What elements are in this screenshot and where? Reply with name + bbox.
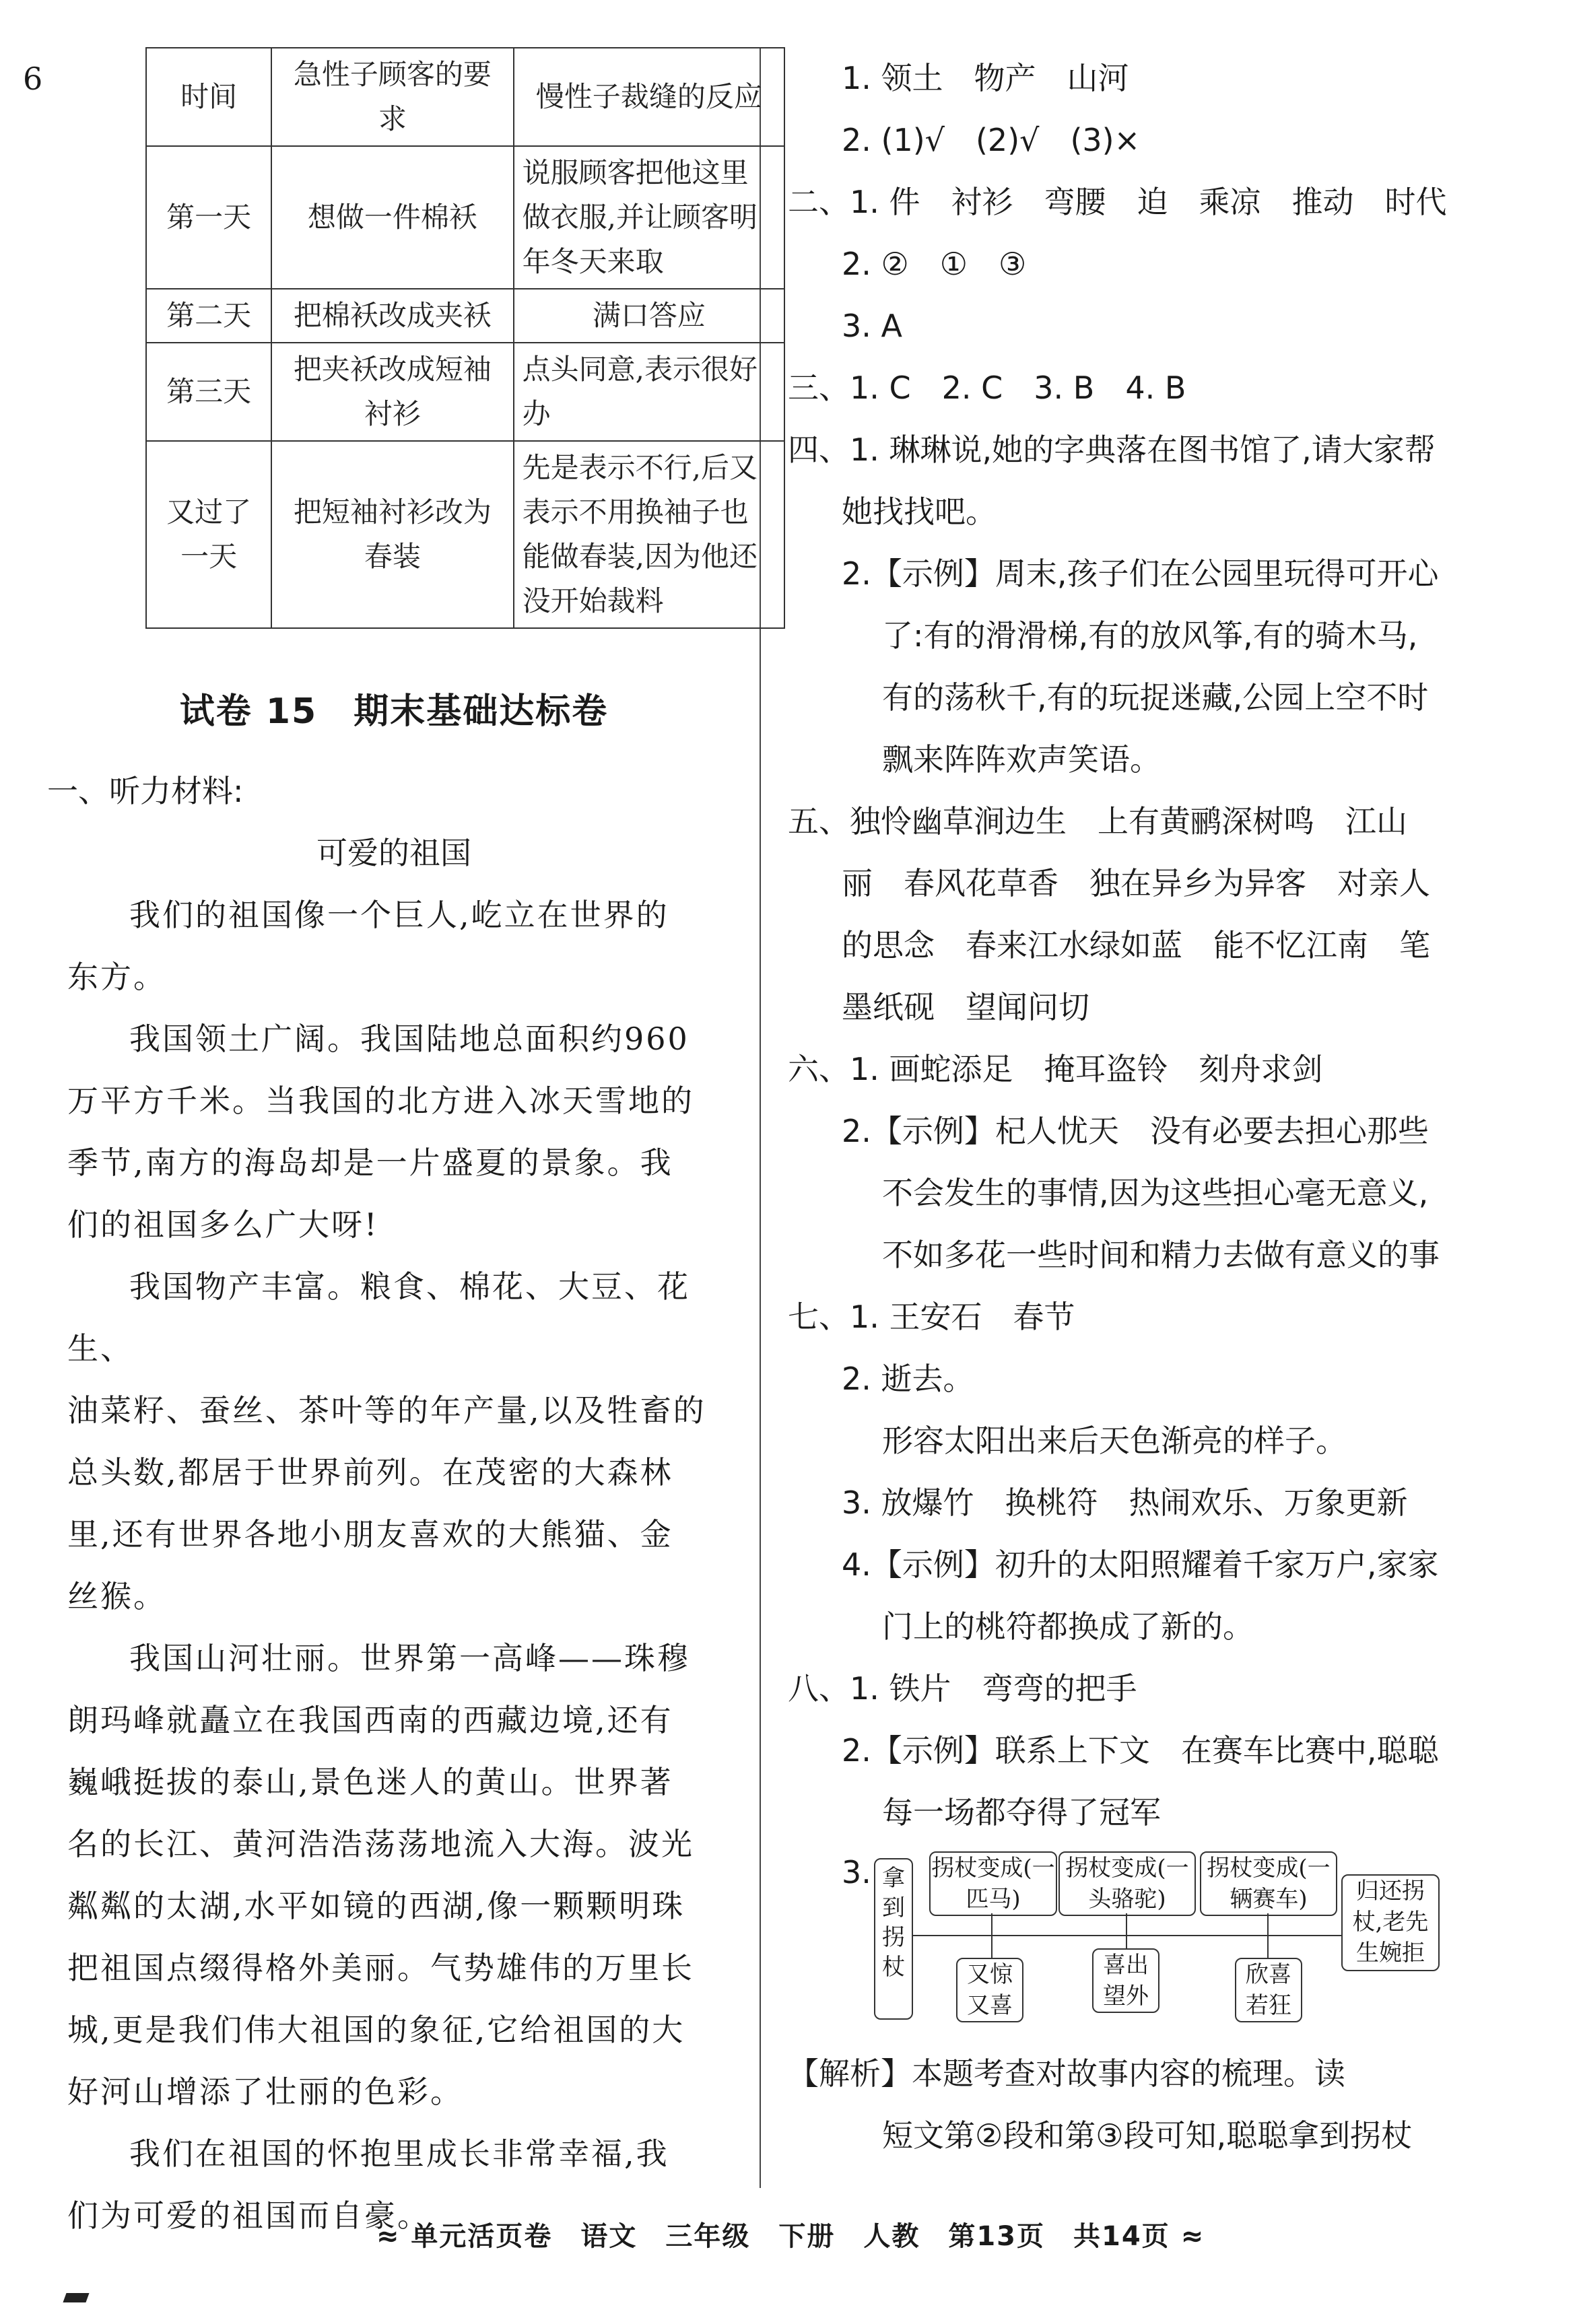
corner-mark bbox=[63, 2293, 89, 2302]
diagram-start-box: 拿到拐杖 bbox=[874, 1858, 913, 2020]
table-cell: 第三天 bbox=[146, 343, 271, 441]
diagram-timeline bbox=[913, 1935, 1361, 1936]
page-footer: ≈ 单元活页卷 语文 三年级 下册 人教 第13页 共14页 ≈ bbox=[376, 2221, 1205, 2252]
passage-paragraph bbox=[67, 884, 720, 1008]
text-line: 万平方千米。当我国的北方进入冰天雪地的 bbox=[67, 1083, 694, 1119]
table-cell: 点头同意,表示很好办 bbox=[514, 343, 784, 441]
right-column bbox=[788, 47, 1475, 2166]
answer-line: 有的荡秋千,有的玩捉迷藏,公园上空不时 bbox=[882, 679, 1429, 716]
text-line: 我国物产丰富。粮食、棉花、大豆、花生、 bbox=[67, 1268, 690, 1367]
table-cell: 想做一件棉袄 bbox=[271, 146, 514, 289]
text-line: 们为可爱的祖国而自豪。 bbox=[67, 2197, 430, 2234]
answer-line: 丽 春风花草香 独在异乡为异客 对亲人 bbox=[842, 865, 1430, 901]
answer-line: 2.【示例】联系上下文 在赛车比赛中,聪聪 bbox=[842, 1732, 1439, 1769]
diagram-connector bbox=[1267, 1913, 1269, 1935]
table-question-number: 6 bbox=[23, 61, 43, 97]
answer-line: 的思念 春来江水绿如蓝 能不忆江南 笔 bbox=[842, 927, 1430, 963]
diagram-end-box: 归还拐杖,老先生婉拒 bbox=[1341, 1874, 1440, 1971]
text-line: 把祖国点缀得格外美丽。气势雄伟的万里长 bbox=[67, 1950, 694, 1986]
text-line: 们的祖国多么广大呀! bbox=[67, 1206, 379, 1243]
passage-title: 可爱的祖国 bbox=[316, 835, 471, 871]
analysis-line: 短文第②段和第③段可知,聪聪拿到拐杖 bbox=[882, 2117, 1413, 2154]
answer-line: 不会发生的事情,因为这些担心毫无意义, bbox=[882, 1175, 1429, 1211]
answer-line: 七、1. 王安石 春节 bbox=[788, 1299, 1075, 1335]
section-heading: 一、听力材料: bbox=[47, 773, 244, 809]
diagram-connector bbox=[991, 1935, 993, 1958]
diagram-connector bbox=[991, 1913, 993, 1935]
answer-line: 2. 逝去。 bbox=[842, 1361, 974, 1397]
diagram-number: 3. bbox=[842, 1854, 871, 1890]
text-line: 油菜籽、蚕丝、茶叶等的年产量,以及牲畜的 bbox=[67, 1392, 706, 1429]
answer-line: 4.【示例】初升的太阳照耀着千家万户,家家 bbox=[842, 1546, 1439, 1583]
diagram-bottom-box: 喜出望外 bbox=[1092, 1948, 1159, 2013]
table-cell: 又过了一天 bbox=[146, 441, 271, 628]
answer-line: 2. (1)√ (2)√ (3)× bbox=[842, 122, 1141, 158]
table-cell: 把夹袄改成短袖衬衫 bbox=[271, 343, 514, 441]
diagram-top-box: 拐杖变成(一匹马) bbox=[929, 1851, 1057, 1916]
table-cell: 满口答应 bbox=[514, 289, 784, 343]
table-cell: 慢性子裁缝的反应 bbox=[514, 48, 784, 146]
text-line: 里,还有世界各地小朋友喜欢的大熊猫、金 bbox=[67, 1516, 673, 1552]
analysis-line: 【解析】本题考查对故事内容的梳理。读 bbox=[788, 2055, 1345, 2092]
text-line: 好河山增添了壮丽的色彩。 bbox=[67, 2074, 463, 2110]
table-cell: 急性子顾客的要求 bbox=[271, 48, 514, 146]
table-row bbox=[146, 441, 784, 628]
table-header-row bbox=[146, 48, 784, 146]
table-cell: 先是表示不行,后又表示不用换袖子也能做春装,因为他还没开始裁料 bbox=[514, 441, 784, 628]
answer-line: 2.【示例】周末,孩子们在公园里玩得可开心 bbox=[842, 555, 1439, 592]
answer-line: 她找找吧。 bbox=[842, 493, 997, 530]
table-cell: 说服顾客把他这里做衣服,并让顾客明年冬天来取 bbox=[514, 146, 784, 289]
diagram-top-box: 拐杖变成(一头骆驼) bbox=[1058, 1851, 1196, 1916]
answer-line: 墨纸砚 望闻问切 bbox=[842, 989, 1089, 1025]
table-cell: 第一天 bbox=[146, 146, 271, 289]
answer-line: 四、1. 琳琳说,她的字典落在图书馆了,请大家帮 bbox=[788, 432, 1436, 468]
left-column bbox=[23, 47, 762, 2247]
table-row bbox=[146, 146, 784, 289]
answer-line: 形容太阳出来后天色渐亮的样子。 bbox=[882, 1423, 1347, 1459]
text-line: 巍峨挺拔的泰山,景色迷人的黄山。世界著 bbox=[67, 1764, 673, 1800]
diagram-connector bbox=[1267, 1935, 1269, 1958]
text-line: 我们的祖国像一个巨人,屹立在世界的 bbox=[129, 897, 669, 933]
text-line: 我国领土广阔。我国陆地总面积约960 bbox=[129, 1021, 689, 1057]
answer-line: 不如多花一些时间和精力去做有意义的事 bbox=[882, 1237, 1440, 1273]
story-table bbox=[145, 47, 785, 629]
table-cell: 时间 bbox=[146, 48, 271, 146]
text-line: 粼粼的太湖,水平如镜的西湖,像一颗颗明珠 bbox=[67, 1888, 685, 1924]
answer-line: 2. ② ① ③ bbox=[842, 246, 1027, 282]
answer-line: 2.【示例】杞人忧天 没有必要去担心那些 bbox=[842, 1113, 1429, 1149]
answer-line: 飘来阵阵欢声笑语。 bbox=[882, 741, 1161, 778]
answer-line: 3. A bbox=[842, 308, 902, 344]
table-row bbox=[146, 343, 784, 441]
passage-paragraph bbox=[67, 1627, 720, 2123]
text-line: 东方。 bbox=[67, 959, 166, 995]
text-line: 季节,南方的海岛却是一片盛夏的景象。我 bbox=[67, 1144, 673, 1181]
text-line: 名的长江、黄河浩浩荡荡地流入大海。波光 bbox=[67, 1826, 694, 1862]
answer-line: 六、1. 画蛇添足 掩耳盗铃 刻舟求剑 bbox=[788, 1051, 1323, 1087]
text-line: 我们在祖国的怀抱里成长非常幸福,我 bbox=[129, 2135, 669, 2172]
answer-list bbox=[788, 47, 1475, 1843]
diagram-bottom-box: 欣喜若狂 bbox=[1235, 1958, 1302, 2022]
answer-line: 每一场都夺得了冠军 bbox=[882, 1794, 1161, 1831]
table-cell: 把短袖衬衫改为春装 bbox=[271, 441, 514, 628]
answer-line: 三、1. C 2. C 3. B 4. B bbox=[788, 370, 1186, 406]
answer-line: 八、1. 铁片 弯弯的把手 bbox=[788, 1670, 1137, 1707]
table-row bbox=[146, 289, 784, 343]
exam-title: 试卷 15 期末基础达标卷 bbox=[179, 691, 609, 732]
answer-line: 五、独怜幽草涧边生 上有黄鹂深树鸣 江山 bbox=[788, 803, 1407, 840]
text-line: 城,更是我们伟大祖国的象征,它给祖国的大 bbox=[67, 2012, 685, 2048]
answer-line: 二、1. 件 衬衫 弯腰 迫 乘凉 推动 时代 bbox=[788, 184, 1447, 220]
table-cell: 把棉袄改成夹袄 bbox=[271, 289, 514, 343]
answer-line: 3. 放爆竹 换桃符 热闹欢乐、万象更新 bbox=[842, 1484, 1408, 1521]
text-line: 我国山河壮丽。世界第一高峰——珠穆 bbox=[129, 1640, 690, 1676]
answer-line: 门上的桃符都换成了新的。 bbox=[882, 1608, 1254, 1645]
text-line: 丝猴。 bbox=[67, 1578, 166, 1614]
diagram-top-box: 拐杖变成(一辆赛车) bbox=[1200, 1851, 1337, 1916]
passage-paragraph bbox=[67, 1008, 720, 1256]
answer-line: 1. 领土 物产 山河 bbox=[842, 60, 1129, 96]
passage-paragraph bbox=[67, 1256, 720, 1627]
table-cell: 第二天 bbox=[146, 289, 271, 343]
diagram-bottom-box: 又惊又喜 bbox=[956, 1958, 1023, 2022]
text-line: 总头数,都居于世界前列。在茂密的大森林 bbox=[67, 1454, 673, 1491]
story-diagram bbox=[788, 1847, 1475, 2043]
answer-line: 了:有的滑滑梯,有的放风筝,有的骑木马, bbox=[882, 617, 1418, 654]
text-line: 朗玛峰就矗立在我国西南的西藏边境,还有 bbox=[67, 1702, 673, 1738]
diagram-connector bbox=[1126, 1913, 1127, 1935]
